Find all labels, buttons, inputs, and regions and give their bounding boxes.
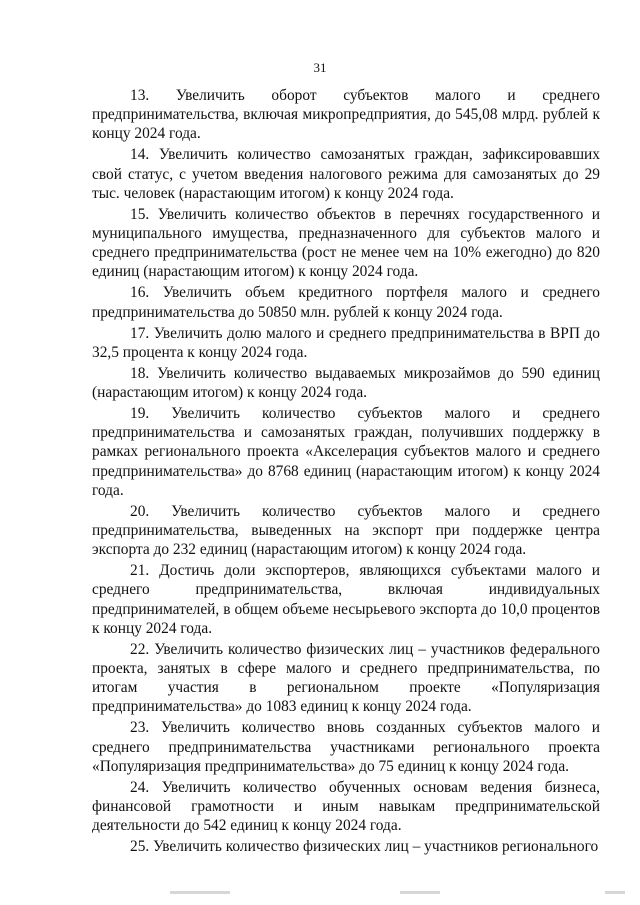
list-item: 21. Достичь доли экспортеров, являющихся субъектами малого и среднего предпринимательства, включая индивидуальных предпринимателей, в общем объеме несырьевого экспорта до 10,0 процентов к концу 2024 года. (92, 562, 600, 637)
list-item: 25. Увеличить количество физических лиц – участников регионального (130, 838, 599, 856)
page-number: 31 (313, 60, 327, 75)
document-body (92, 86, 600, 858)
list-item: 13. Увеличить оборот субъектов малого и среднего предпринимательства, включая микропредприятия, до 545,08 млрд. рублей к концу 2024 года. (92, 87, 600, 143)
list-item: 23. Увеличить количество вновь созданных субъектов малого и среднего предпринимательства участниками регионального проекта «Популяризация предпринимательства» до 75 единиц к концу 2024 года. (92, 719, 600, 775)
list-item: 14. Увеличить количество самозанятых граждан, зафиксировавших свой статус, с учетом введения налогового режима для самозанятых до 29 тыс. человек (нарастающим итогом) к концу 2024 года. (92, 146, 600, 202)
list-item: 24. Увеличить количество обученных основам ведения бизнеса, финансовой грамотности и иным навыкам предпринимательской деятельности до 542 единиц к концу 2024 года. (92, 778, 600, 835)
list-item: 20. Увеличить количество субъектов малого и среднего предпринимательства, выведенных на экспорт при поддержке центра экспорта до 232 единиц (нарастающим итогом) к концу 2024 года. (92, 502, 600, 559)
list-item: 16. Увеличить объем кредитного портфеля малого и среднего предпринимательства до 50850 млн. рублей к концу 2024 года. (92, 284, 600, 321)
list-item: 15. Увеличить количество объектов в перечнях государственного и муниципального имущества, предназначенного для субъектов малого и среднего предпринимательства (рост не менее чем на 10% ежегодно) до 820 единиц (нарастающим итогом) к концу 2024 года. (92, 205, 600, 281)
list-item: 22. Увеличить количество физических лиц – участников федерального проекта, занятых в сфере малого и среднего предпринимательства, по итогам участия в региональном проекте «Популяризация предпринимательства» до 1083 единиц к концу 2024 года. (92, 640, 600, 716)
list-item: 17. Увеличить долю малого и среднего предпринимательства в ВРП до 32,5 процента к концу 2024 года. (92, 324, 600, 361)
list-item: 18. Увеличить количество выдаваемых микрозаймов до 590 единиц (нарастающим итогом) к концу 2024 года. (92, 364, 600, 402)
list-item: 19. Увеличить количество субъектов малого и среднего предпринимательства и самозанятых граждан, получивших поддержку в рамках регионального проекта «Акселерация субъектов малого и среднего предпринимательства» до 8768 единиц (нарастающим итогом) к концу 2024 года. (92, 405, 600, 499)
scan-artifact (0, 891, 640, 897)
